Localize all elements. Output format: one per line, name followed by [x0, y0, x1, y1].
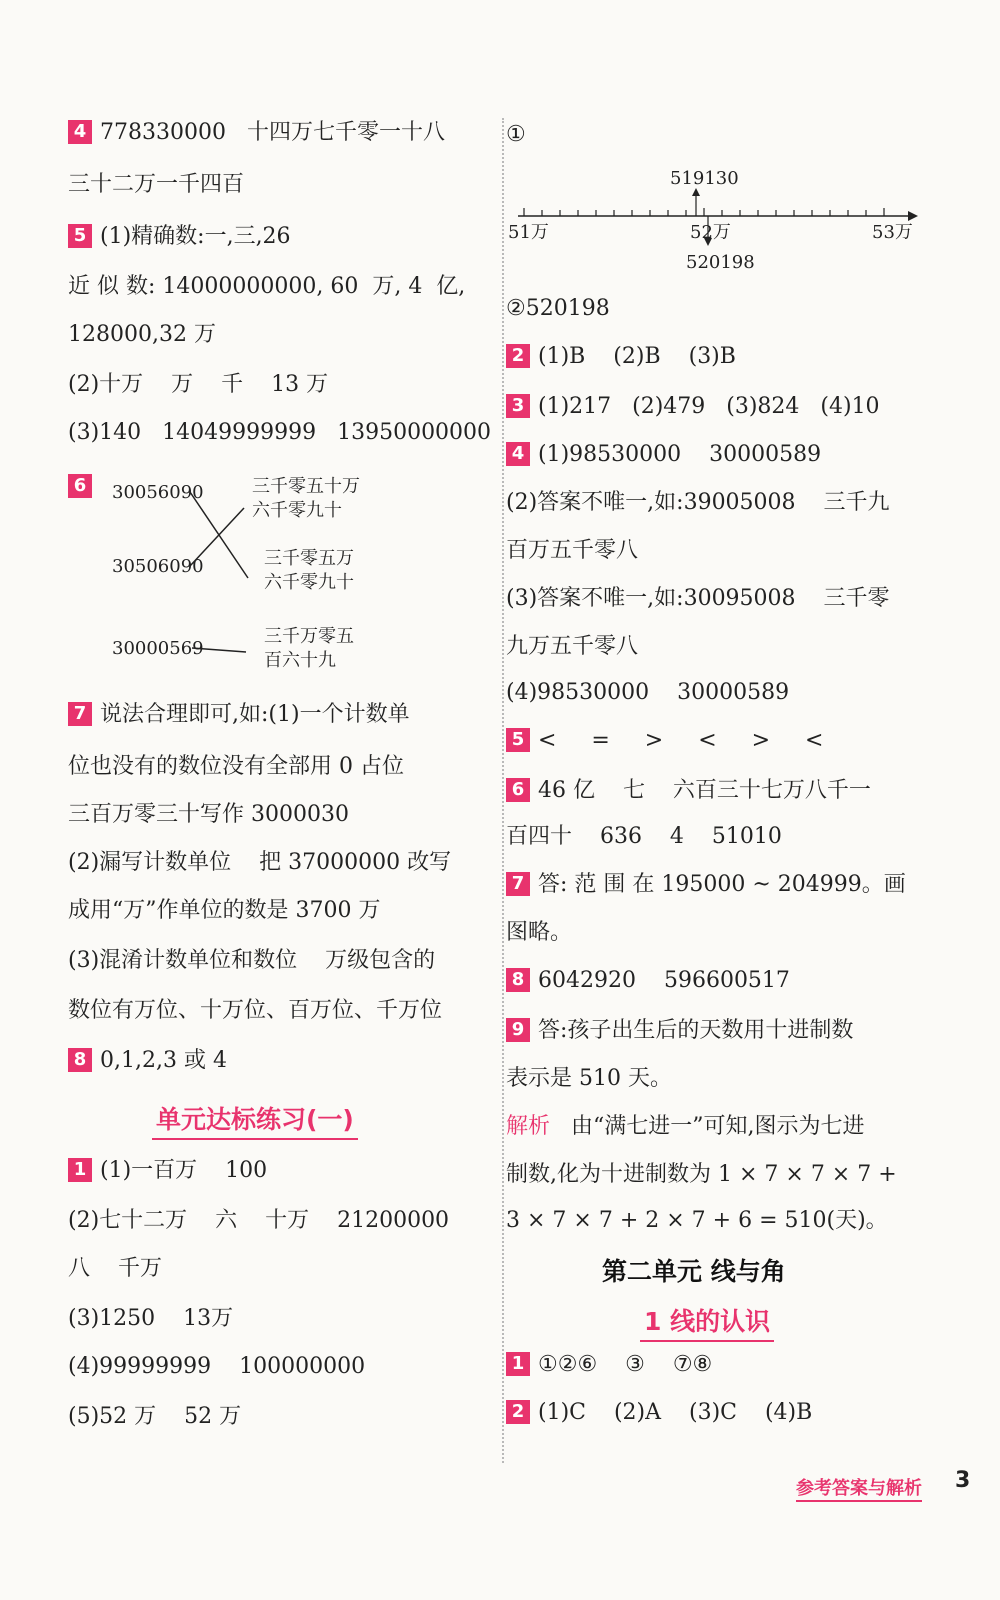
question-badge: 2 [506, 1400, 530, 1424]
number-line-bottom-label: 520198 [686, 252, 755, 273]
question-badge: 2 [506, 344, 530, 368]
answer-line: (3)1250 13万 [68, 1306, 234, 1331]
match-right-1b: 六千零九十 [252, 500, 342, 521]
answer-5: 5 (1)精确数:一,三,26 [68, 222, 291, 252]
answer-4: 4 (1)98530000 30000589 [506, 440, 821, 470]
answer-4: 4 778330000 十四万七千零一十八 [68, 118, 445, 148]
question-badge: 8 [506, 968, 530, 992]
question-badge: 4 [506, 442, 530, 466]
question-badge: 5 [506, 728, 530, 752]
column-divider [502, 118, 504, 1463]
analysis-label: 解析 [506, 1114, 551, 1139]
answer-6: 6 46 亿 七 六百三十七万八千一 [506, 776, 871, 806]
answer-8: 8 0,1,2,3 或 4 [68, 1046, 227, 1076]
match-left-1: 30056090 [112, 482, 204, 503]
answer-line: 八 千万 [68, 1256, 162, 1281]
answer-line: (3)140 14049999999 13950000000 [68, 420, 492, 445]
page-number: 3 [955, 1468, 971, 1493]
line-answer-2: 2 (1)C (2)A (3)C (4)B [506, 1398, 812, 1428]
answer-line: (2)十万 万 千 13 万 [68, 372, 329, 397]
answer-line: (4)99999999 100000000 [68, 1354, 366, 1379]
match-right-1a: 三千零五十万 [252, 476, 360, 497]
answer-line: 百四十 636 4 51010 [506, 824, 782, 849]
question-badge: 6 [506, 778, 530, 802]
unit-title: 第二单元 线与角 [602, 1257, 786, 1286]
answer-7: 7 说法合理即可,如:(1)一个计数单 [68, 700, 410, 730]
question-badge: 5 [68, 224, 92, 248]
answer-9: 9 答:孩子出生后的天数用十进制数 [506, 1016, 853, 1046]
matching-lines [0, 0, 500, 700]
match-right-3a: 三千万零五 [264, 626, 354, 647]
answer-line: 数位有万位、十万位、百万位、千万位 [68, 998, 443, 1023]
answer-line: 成用“万”作单位的数是 3700 万 [68, 898, 381, 923]
subsection-title: 1 线的认识 [640, 1302, 774, 1342]
number-line-tick-53: 53万 [872, 222, 913, 243]
answer-line: 三十二万一千四百 [68, 172, 245, 197]
answer-line: 图略。 [506, 920, 573, 945]
match-right-2b: 六千零九十 [264, 572, 354, 593]
analysis-line: 制数,化为十进制数为 1 × 7 × 7 × 7 + [506, 1162, 897, 1187]
answer-7: 7 答: 范 围 在 195000 ~ 204999。画 [506, 870, 906, 900]
match-left-3: 30000569 [112, 638, 204, 659]
match-left-2: 30506090 [112, 556, 204, 577]
answer-line: (3)答案不唯一,如:30095008 三千零 [506, 586, 890, 611]
answer-8: 8 6042920 596600517 [506, 966, 790, 996]
answer-line: (4)98530000 30000589 [506, 680, 790, 705]
answer-line: (2)答案不唯一,如:39005008 三千九 [506, 490, 890, 515]
answer-line: ②520198 [506, 296, 610, 321]
question-badge: 1 [68, 1158, 92, 1182]
analysis-line: 解析 由“满七进一”可知,图示为七进 [506, 1114, 865, 1139]
number-line-top-label: 519130 [670, 168, 739, 189]
match-right-3b: 百六十九 [264, 650, 336, 671]
question-badge: 7 [68, 702, 92, 726]
answer-line: 百万五千零八 [506, 538, 639, 563]
unit-answer-1: 1 (1)一百万 100 [68, 1156, 267, 1186]
number-line-tick-51: 51万 [508, 222, 549, 243]
answer-line: 九万五千零八 [506, 634, 639, 659]
answer-line: (2)七十二万 六 十万 21200000 [68, 1208, 450, 1233]
question-badge: 1 [506, 1352, 530, 1376]
answer-line: 128000,32 万 [68, 322, 216, 347]
section-title: 单元达标练习(一) [152, 1100, 358, 1140]
circle-one: ① [506, 122, 526, 147]
question-badge: 7 [506, 872, 530, 896]
answer-line: 位也没有的数位没有全部用 0 占位 [68, 754, 404, 779]
answer-5: 5 < = > < > < [506, 726, 823, 756]
answer-line: (5)52 万 52 万 [68, 1404, 242, 1429]
analysis-line: 3 × 7 × 7 + 2 × 7 + 6 = 510(天)。 [506, 1208, 888, 1233]
line-answer-1: 1 ①②⑥ ③ ⑦⑧ [506, 1350, 712, 1380]
question-badge: 9 [506, 1018, 530, 1042]
match-right-2a: 三千零五万 [264, 548, 354, 569]
answer-2: 2 (1)B (2)B (3)B [506, 342, 736, 372]
question-badge: 4 [68, 120, 92, 144]
answer-3: 3 (1)217 (2)479 (3)824 (4)10 [506, 392, 880, 422]
answer-line: 近 似 数: 14000000000, 60 万, 4 亿, [68, 274, 466, 299]
answer-line: 表示是 510 天。 [506, 1066, 672, 1091]
answer-line: (3)混淆计数单位和数位 万级包含的 [68, 948, 436, 973]
question-badge: 3 [506, 394, 530, 418]
question-badge: 6 [68, 474, 92, 498]
footer-label: 参考答案与解析 [796, 1474, 922, 1502]
number-line-tick-52: 52万 [690, 222, 731, 243]
answer-line: (2)漏写计数单位 把 37000000 改写 [68, 850, 452, 875]
question-badge: 8 [68, 1048, 92, 1072]
answer-line: 三百万零三十写作 3000030 [68, 802, 349, 827]
